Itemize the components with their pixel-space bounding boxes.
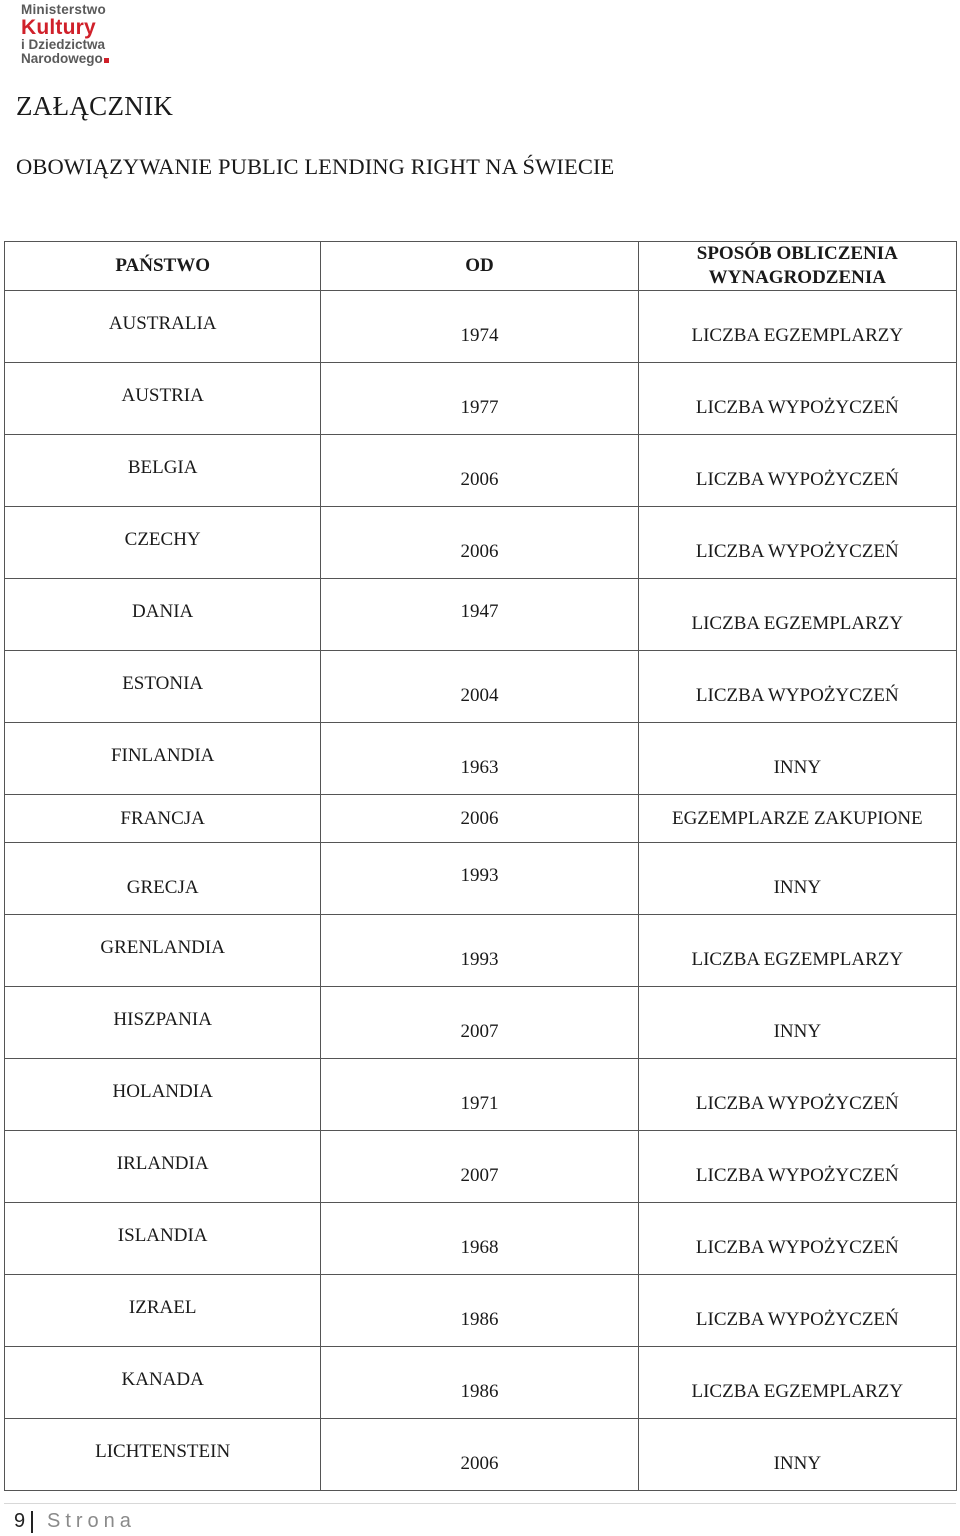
cell-method (638, 987, 956, 1059)
country-text: ISLANDIA (117, 1225, 208, 1246)
cell-method (638, 1203, 956, 1275)
cell-year (321, 579, 638, 651)
cell-year (321, 1347, 638, 1419)
cell-country (5, 435, 321, 507)
method-text: INNY (773, 1021, 822, 1042)
method-text: LICZBA EGZEMPLARZY (691, 1381, 904, 1402)
cell-method (638, 843, 956, 915)
table-row (5, 1419, 957, 1491)
cell-method (638, 1275, 956, 1347)
page-number: 9 (14, 1510, 26, 1532)
cell-year (321, 363, 638, 435)
country-text: FINLANDIA (110, 745, 215, 766)
header-method (638, 242, 956, 291)
year-text: 2007 (460, 1165, 499, 1186)
table-row (5, 795, 957, 843)
cell-year (321, 507, 638, 579)
cell-method (638, 1419, 956, 1491)
method-text: LICZBA WYPOŻYCZEŃ (695, 685, 899, 706)
country-text: GRECJA (126, 877, 199, 898)
cell-country (5, 363, 321, 435)
table-row (5, 1275, 957, 1347)
method-text: INNY (773, 877, 822, 898)
cell-year (321, 1419, 638, 1491)
cell-country (5, 1419, 321, 1491)
cell-country (5, 1131, 321, 1203)
header-method-line1: SPOSÓB OBLICZENIA (696, 243, 898, 264)
logo-line-4 (21, 52, 131, 66)
method-text: LICZBA WYPOŻYCZEŃ (695, 469, 899, 490)
cell-country (5, 579, 321, 651)
year-text: 2006 (460, 808, 499, 829)
cell-country (5, 1275, 321, 1347)
method-text: INNY (773, 1453, 822, 1474)
cell-year (321, 435, 638, 507)
logo-line-1: Ministerstwo (21, 2, 106, 17)
country-text: LICHTENSTEIN (95, 1441, 231, 1462)
cell-method (638, 1131, 956, 1203)
country-text: KANADA (121, 1369, 204, 1390)
cell-country (5, 291, 321, 363)
table-row (5, 435, 957, 507)
logo-line-4-text: Narodowego (21, 51, 103, 66)
method-text: LICZBA EGZEMPLARZY (691, 949, 904, 970)
cell-year (321, 843, 638, 915)
year-text: 1986 (460, 1381, 499, 1402)
cell-method (638, 291, 956, 363)
cell-country (5, 651, 321, 723)
cell-year (321, 795, 638, 843)
cell-method (638, 651, 956, 723)
country-text: BELGIA (127, 457, 198, 478)
logo-dot-icon (104, 58, 109, 63)
country-text: DANIA (132, 601, 194, 622)
cell-year (321, 915, 638, 987)
header-country: PAŃSTWO (5, 242, 321, 291)
table-row (5, 291, 957, 363)
header-method-line2: WYNAGRODZENIA (708, 267, 886, 288)
country-text: AUSTRIA (121, 385, 204, 406)
cell-country (5, 1059, 321, 1131)
country-text: IZRAEL (128, 1297, 197, 1318)
cell-country (5, 1203, 321, 1275)
table-row (5, 1203, 957, 1275)
year-text: 2007 (460, 1021, 499, 1042)
method-text: LICZBA EGZEMPLARZY (691, 613, 904, 634)
page-footer (0, 1503, 960, 1536)
table-header-row (5, 242, 957, 291)
cell-year (321, 1275, 638, 1347)
method-text: LICZBA WYPOŻYCZEŃ (695, 541, 899, 562)
country-text: AUSTRALIA (108, 313, 217, 334)
cell-method (638, 507, 956, 579)
table-row (5, 723, 957, 795)
plr-table (4, 241, 957, 1491)
year-text: 1963 (460, 757, 499, 778)
cell-country (5, 723, 321, 795)
method-text: LICZBA WYPOŻYCZEŃ (695, 1309, 899, 1330)
table-row (5, 1059, 957, 1131)
country-text: HISZPANIA (113, 1009, 212, 1030)
table-row (5, 843, 957, 915)
footer-divider (31, 1511, 33, 1533)
table-row (5, 1131, 957, 1203)
country-text: FRANCJA (120, 808, 205, 829)
header-year: OD (321, 242, 638, 291)
year-text: 2004 (460, 685, 499, 706)
table-row (5, 1347, 957, 1419)
year-text: 1986 (460, 1309, 499, 1330)
year-text: 1993 (460, 865, 499, 886)
ministry-logo (21, 3, 131, 65)
cell-country (5, 795, 321, 843)
cell-country (5, 1347, 321, 1419)
method-text: INNY (773, 757, 822, 778)
table-row (5, 507, 957, 579)
page-title: ZAŁĄCZNIK (16, 91, 174, 121)
cell-country (5, 843, 321, 915)
cell-method (638, 723, 956, 795)
method-text: LICZBA WYPOŻYCZEŃ (695, 1165, 899, 1186)
table-row (5, 651, 957, 723)
cell-country (5, 915, 321, 987)
cell-year (321, 1131, 638, 1203)
cell-year (321, 723, 638, 795)
cell-method (638, 579, 956, 651)
country-text: CZECHY (124, 529, 201, 550)
cell-method (638, 1059, 956, 1131)
cell-year (321, 291, 638, 363)
table-row (5, 363, 957, 435)
year-text: 2006 (460, 1453, 499, 1474)
logo-line-2: Kultury (21, 15, 96, 39)
year-text: 2006 (460, 469, 499, 490)
cell-year (321, 1059, 638, 1131)
method-text: LICZBA WYPOŻYCZEŃ (695, 1237, 899, 1258)
cell-method (638, 435, 956, 507)
page-label: Strona (47, 1510, 136, 1532)
page-subtitle: OBOWIĄZYWANIE PUBLIC LENDING RIGHT NA ŚWIECIE (16, 154, 615, 179)
cell-method (638, 795, 956, 843)
logo-line-3: i Dziedzictwa (21, 36, 106, 52)
year-text: 1977 (460, 397, 499, 418)
year-text: 1974 (460, 325, 499, 346)
cell-method (638, 915, 956, 987)
year-text: 1971 (460, 1093, 499, 1114)
cell-year (321, 1203, 638, 1275)
method-text: LICZBA WYPOŻYCZEŃ (695, 397, 899, 418)
year-text: 1968 (460, 1237, 499, 1258)
footer-rule (4, 1503, 956, 1504)
country-text: ESTONIA (122, 673, 204, 694)
year-text: 1947 (460, 601, 499, 622)
table-row (5, 915, 957, 987)
country-text: IRLANDIA (116, 1153, 209, 1174)
country-text: HOLANDIA (112, 1081, 213, 1102)
cell-year (321, 651, 638, 723)
table-row (5, 987, 957, 1059)
year-text: 1993 (460, 949, 499, 970)
method-text: LICZBA WYPOŻYCZEŃ (695, 1093, 899, 1114)
cell-country (5, 987, 321, 1059)
method-text: EGZEMPLARZE ZAKUPIONE (671, 808, 923, 829)
cell-method (638, 363, 956, 435)
country-text: GRENLANDIA (100, 937, 225, 958)
cell-country (5, 507, 321, 579)
cell-method (638, 1347, 956, 1419)
method-text: LICZBA EGZEMPLARZY (691, 325, 904, 346)
year-text: 2006 (460, 541, 499, 562)
cell-year (321, 987, 638, 1059)
table-row (5, 579, 957, 651)
